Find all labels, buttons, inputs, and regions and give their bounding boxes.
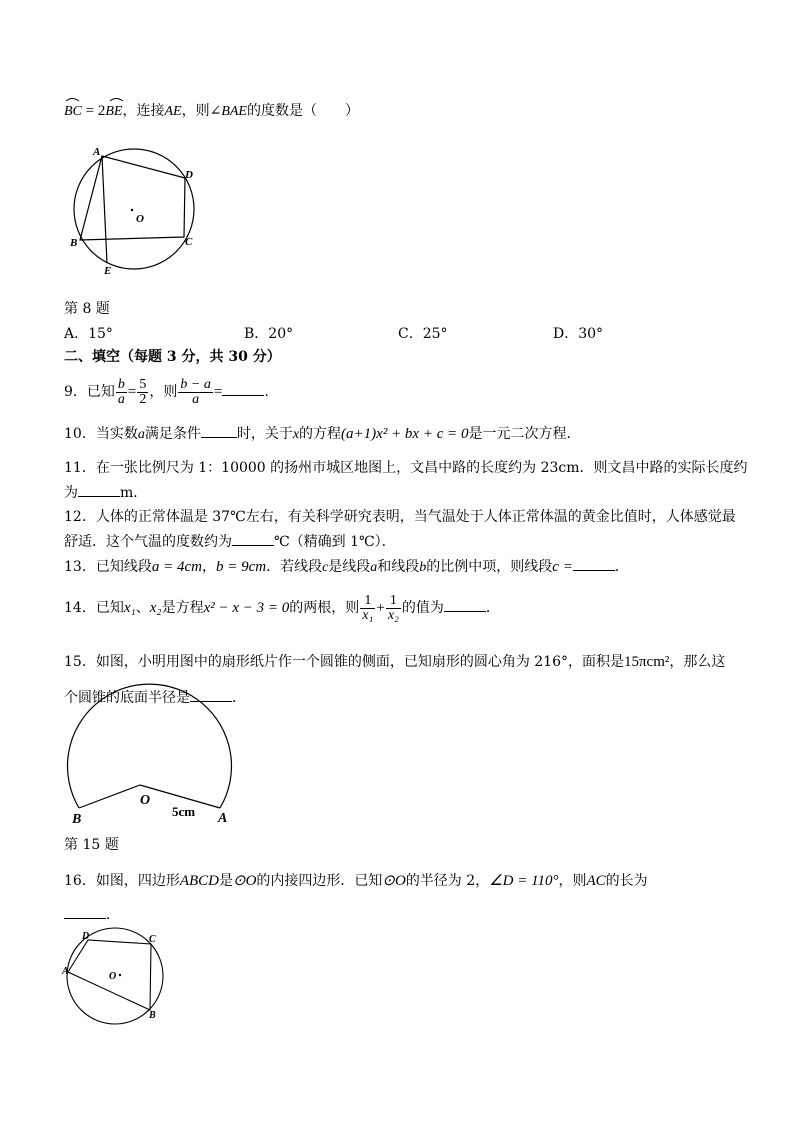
q14-equation: x² − x − 3 = 0: [203, 600, 290, 616]
q13-c: c: [322, 560, 329, 575]
q13-pre: 13．已知线段: [64, 559, 152, 575]
q16-text2: 的内接四边形．已知: [256, 873, 383, 889]
option-d: D．30°: [553, 326, 604, 342]
question-10: [64, 425, 581, 444]
q10-var-x: x: [292, 427, 300, 442]
fig15-caption: 第 15 题: [64, 837, 119, 853]
radius-ob: [79, 785, 140, 808]
label-o: O: [140, 793, 151, 808]
question-12-line2: [64, 533, 396, 551]
fraction-1-over-x2: $\frac{1}{\text{x₂}}$: [387, 592, 399, 623]
q13-answer-blank[interactable]: [573, 558, 615, 571]
label-length: 5cm: [172, 804, 196, 819]
segment-ae: AE: [164, 104, 182, 119]
q14-text1: 是方程: [161, 600, 204, 616]
center-dot: [131, 209, 133, 211]
question-11-line1: 11．在一张比例尺为 1：10000 的扬州市城区地图上，文昌中路的长度约为 23cm．则文昌中路的实际长度约: [64, 460, 748, 476]
q13-a: a: [370, 560, 378, 575]
section-2-title: 二、填空（每题 3 分，共 30 分）: [64, 349, 281, 365]
q16-answer-blank[interactable]: [64, 906, 106, 919]
q14-text3: 的值为: [401, 600, 444, 616]
question-15-line1: [64, 653, 725, 671]
q7-text3: 的度数是（ ）: [246, 103, 359, 119]
question-12-line1: 12．人体的正常体温是 37℃左右，有关科学研究表明，当气温处于人体正常体温的黄金比值时，人体感觉最: [64, 509, 736, 525]
q15-line2-pre: 个圆锥的底面半径是: [64, 690, 190, 706]
q16-end: ．: [106, 907, 120, 923]
q10-text3: 的方程: [299, 426, 342, 442]
q14-text2: 的两根，则: [289, 600, 360, 616]
label-b: B: [72, 812, 82, 827]
label-d: D: [82, 931, 90, 942]
q14-end: ．: [485, 600, 500, 616]
q13-comma: ，: [201, 559, 216, 575]
circle-o: [74, 149, 194, 269]
angle-bae: BAE: [221, 104, 247, 119]
q10-var-a: a: [137, 427, 145, 442]
q13-end: ．: [614, 559, 629, 575]
q16-text5: 的长为: [605, 873, 648, 889]
q13-text2: 和线段: [377, 559, 420, 575]
q16-angle: ∠D = 110°: [489, 873, 559, 889]
center-dot: [119, 974, 121, 976]
option-b: B．20°: [244, 326, 294, 342]
q10-prefix: 10．当实数: [64, 426, 138, 442]
figure-16-diagram: [62, 932, 172, 1032]
q14-x1: x₁: [123, 600, 136, 616]
q13-text3: 的比例中项，则线段: [426, 559, 553, 575]
q15-pre: 15．如图，小明用图中的扇形纸片作一个圆锥的侧面，已知扇形的圆心角为 216°，面积是: [64, 654, 624, 670]
q15-line2-post: ．: [232, 690, 246, 706]
q16-text1: 是: [219, 873, 233, 889]
q16-text4: ，则: [558, 873, 587, 889]
q7-text1: ，连接: [122, 103, 165, 119]
q16-arc-ac: AC: [586, 873, 606, 889]
fraction-b-minus-a-over-a: $\frac{b - a}{a}$: [180, 376, 211, 407]
q9-prefix: 9．已知: [64, 384, 115, 400]
option-c: C．25°: [398, 326, 448, 342]
label-d: D: [185, 169, 193, 181]
label-b: B: [70, 237, 78, 249]
q9-mid: ，则: [149, 384, 178, 400]
label-b: B: [149, 1010, 156, 1021]
q9-answer-blank[interactable]: [222, 383, 264, 396]
label-o: O: [109, 971, 117, 982]
q16-abcd: ABCD: [179, 873, 219, 889]
q11-post: m．: [120, 485, 148, 501]
label-a: A: [62, 966, 69, 977]
label-e: E: [104, 265, 112, 277]
question-14: [64, 590, 500, 626]
figure-15-sector: [68, 714, 248, 827]
q15-post: ，那么这: [669, 654, 726, 670]
label-a: A: [93, 146, 101, 158]
q13-b-eq: b = 9cm: [215, 559, 267, 575]
q10-text1: 满足条件: [144, 426, 201, 442]
label-c: C: [149, 934, 156, 945]
q11-pre: 为: [64, 485, 78, 501]
q7-text2: ，则∠: [181, 103, 222, 119]
question-9: [64, 374, 269, 410]
question-11-line2: [64, 484, 147, 502]
q15-answer-blank[interactable]: [190, 689, 232, 702]
q10-equation: (a+1)x² + bx + c = 0: [341, 426, 469, 442]
q9-eq1: =: [127, 384, 137, 400]
q9-end: .: [264, 384, 269, 400]
q14-answer-blank[interactable]: [444, 599, 486, 612]
quadrilateral-abcd: [80, 156, 185, 240]
equals-two: = 2: [81, 103, 106, 119]
question-16-line2: [64, 906, 120, 924]
q13-c-eq: c =: [552, 559, 573, 575]
q14-x2: x₂: [149, 600, 162, 616]
arc-bc: BC: [64, 104, 82, 119]
fraction-1-over-x1: $\frac{1}{\text{x₁}}$: [362, 592, 374, 623]
fraction-5-over-2: $\frac{5}{2}$: [139, 376, 147, 407]
q10-text4: 是一元二次方程．: [468, 426, 581, 442]
label-o: O: [136, 213, 144, 225]
question-13: [64, 558, 629, 577]
q7-tail-line: [64, 102, 359, 121]
q13-text1: 是线段: [328, 559, 371, 575]
q16-text3: 的半径为 2，: [405, 873, 490, 889]
fraction-b-over-a: $\frac{b}{a}$: [117, 376, 125, 407]
fig8-caption: 第 8 题: [64, 301, 110, 317]
segment-ae: [102, 156, 107, 263]
label-a: A: [218, 811, 228, 826]
q10-answer-blank[interactable]: [201, 425, 237, 438]
q13-a-eq: a = 4cm: [151, 559, 202, 575]
question-16-line1: [64, 872, 648, 890]
q13-b: b: [419, 560, 427, 575]
label-c: C: [185, 236, 193, 248]
q12-post: ℃（精确到 1℃）．: [274, 534, 396, 550]
arc-be: BE: [105, 104, 123, 119]
question-15-line2: [64, 689, 246, 707]
q16-circle1: ⊙O: [233, 873, 257, 889]
q14-sep: 、: [135, 600, 150, 616]
q16-circle2: ⊙O: [382, 873, 406, 889]
q12-answer-blank[interactable]: [232, 533, 274, 546]
q11-answer-blank[interactable]: [78, 484, 120, 497]
q10-text2: 时，关于: [236, 426, 293, 442]
q15-area: 15πcm²: [623, 654, 670, 670]
q14-plus: +: [376, 600, 385, 616]
q14-pre: 14．已知: [64, 600, 124, 616]
figure-8-diagram: [70, 146, 210, 276]
q12-pre: 舒适．这个气温的度数约为: [64, 534, 232, 550]
option-a: A．15°: [64, 326, 113, 342]
q16-pre: 16．如图，四边形: [64, 873, 180, 889]
q9-eq2: =: [213, 384, 223, 400]
q13-mid: ．若线段: [266, 559, 323, 575]
